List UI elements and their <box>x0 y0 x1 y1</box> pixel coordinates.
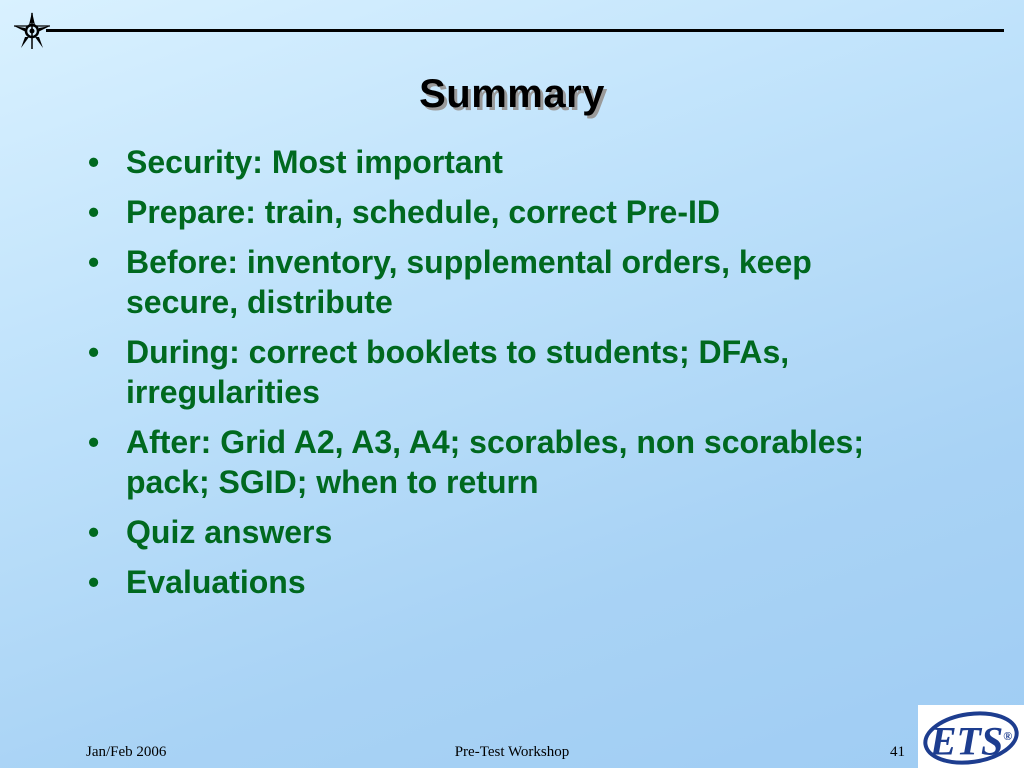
bullet-marker: • <box>88 514 100 550</box>
ets-logo-letters: ETS <box>929 718 1004 764</box>
bullet-item <box>86 242 926 322</box>
bullet-marker: • <box>88 424 100 460</box>
ets-logo <box>918 705 1024 768</box>
ets-logo-text <box>918 705 1024 768</box>
bullet-item <box>86 142 926 182</box>
bullet-marker: • <box>88 334 100 370</box>
page-number: 41 <box>890 744 905 760</box>
bullet-text: After: Grid A2, A3, A4; scorables, non scorables; pack; SGID; when to return <box>126 424 864 500</box>
bullet-item <box>86 192 926 232</box>
bullet-marker: • <box>88 564 100 600</box>
bullet-text: Evaluations <box>126 564 306 600</box>
bullet-text: During: correct booklets to students; DFAs, irregularities <box>126 334 790 410</box>
bullet-list <box>86 142 926 612</box>
bullet-item <box>86 562 926 602</box>
bullet-text: Before: inventory, supplemental orders, keep secure, distribute <box>126 244 812 320</box>
footer-title: Pre-Test Workshop <box>454 744 570 760</box>
registered-mark: ® <box>1003 729 1013 743</box>
bullet-marker: • <box>88 244 100 280</box>
bullet-marker: • <box>88 194 100 230</box>
bullet-marker: • <box>88 144 100 180</box>
bullet-text: Quiz answers <box>126 514 333 550</box>
star-compass-icon <box>10 10 54 54</box>
bullet-item <box>86 422 926 502</box>
bullet-text: Prepare: train, schedule, correct Pre-ID <box>126 194 720 230</box>
bullet-text: Security: Most important <box>126 144 503 180</box>
slide-title: Summary <box>419 72 605 116</box>
bullet-item <box>86 512 926 552</box>
header-rule <box>46 29 1004 32</box>
footer-date: Jan/Feb 2006 <box>86 744 167 760</box>
bullet-item <box>86 332 926 412</box>
